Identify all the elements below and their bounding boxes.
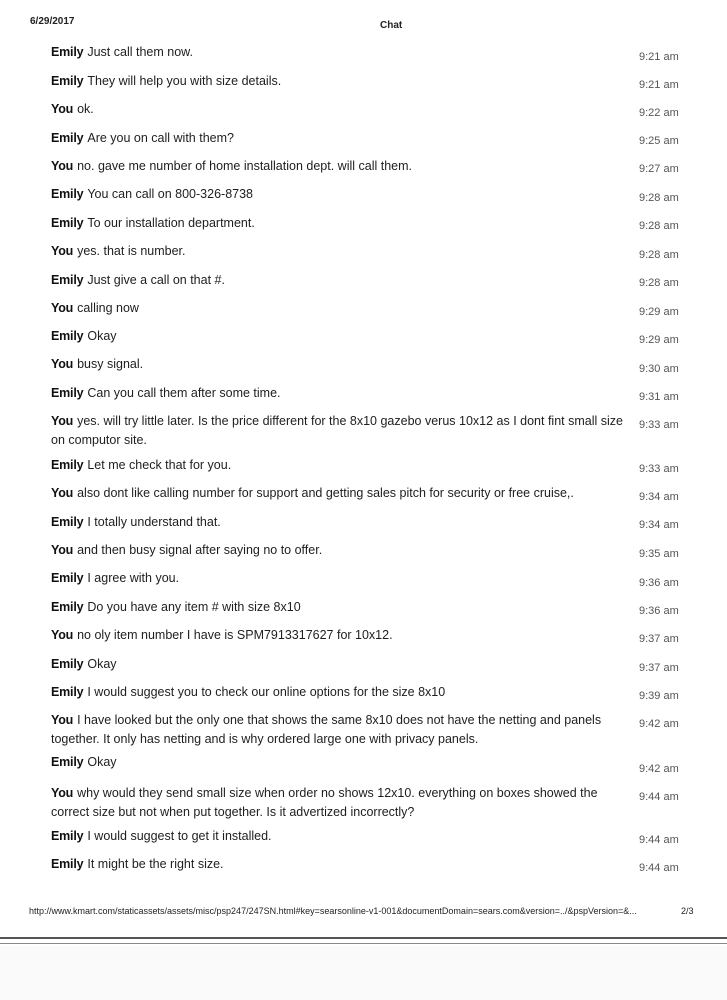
message-sender: Emily xyxy=(51,458,84,472)
message-sender: You xyxy=(51,713,74,727)
message-time: 9:36 am xyxy=(639,605,679,617)
message-text: Can you call them after some time. xyxy=(87,386,281,400)
message-text: Are you on call with them? xyxy=(87,131,234,145)
source-url: http://www.kmart.com/staticassets/assets/misc/psp247/247SN.html#key=searsonline-v1-001&documentDomain=sears.com&version=../&pspVersion=&... xyxy=(29,906,637,916)
message-time: 9:28 am xyxy=(639,192,679,204)
message-text: I agree with you. xyxy=(87,571,180,585)
page-footer xyxy=(0,906,727,922)
message-text: and then busy signal after saying no to offer. xyxy=(77,543,323,557)
message-time: 9:44 am xyxy=(639,834,679,846)
message-time: 9:42 am xyxy=(639,718,679,730)
message-time: 9:44 am xyxy=(639,791,679,803)
message-sender: Emily xyxy=(51,755,84,769)
message-text: Okay xyxy=(87,755,117,769)
message-time: 9:28 am xyxy=(639,249,679,261)
page-number: 2/3 xyxy=(681,906,694,916)
message-sender: Emily xyxy=(51,273,84,287)
message-text: Okay xyxy=(87,329,117,343)
message-time: 9:30 am xyxy=(639,363,679,375)
message-sender: Emily xyxy=(51,829,84,843)
message-time: 9:29 am xyxy=(639,306,679,318)
message-text: I totally understand that. xyxy=(87,515,221,529)
message-time: 9:37 am xyxy=(639,633,679,645)
message-text: Just call them now. xyxy=(87,45,193,59)
message-time: 9:34 am xyxy=(639,519,679,531)
message-time: 9:29 am xyxy=(639,334,679,346)
message-text: yes. that is number. xyxy=(77,244,186,258)
message-sender: Emily xyxy=(51,216,84,230)
message-time: 9:35 am xyxy=(639,548,679,560)
message-time: 9:42 am xyxy=(639,763,679,775)
print-date: 6/29/2017 xyxy=(30,16,75,27)
message-text: They will help you with size details. xyxy=(87,74,282,88)
message-sender: Emily xyxy=(51,131,84,145)
message-time: 9:22 am xyxy=(639,107,679,119)
message-sender: Emily xyxy=(51,515,84,529)
message-sender: You xyxy=(51,414,74,428)
message-text: Just give a call on that #. xyxy=(87,273,225,287)
message-sender: You xyxy=(51,159,74,173)
message-time: 9:27 am xyxy=(639,163,679,175)
message-time: 9:28 am xyxy=(639,277,679,289)
message-sender: You xyxy=(51,244,74,258)
message-text: why would they send small size when order no shows 12x10. everything on boxes showed the correct size but not when put together. Is it advertized incorrectly? xyxy=(51,786,598,819)
message-sender: You xyxy=(51,301,74,315)
message-sender: Emily xyxy=(51,657,84,671)
message-text: To our installation department. xyxy=(87,216,255,230)
message-sender: Emily xyxy=(51,386,84,400)
message-time: 9:31 am xyxy=(639,391,679,403)
message-text: also dont like calling number for support and getting sales pitch for security or free cruise,. xyxy=(77,486,574,500)
message-sender: Emily xyxy=(51,74,84,88)
message-sender: You xyxy=(51,357,74,371)
message-sender: Emily xyxy=(51,45,84,59)
message-time: 9:37 am xyxy=(639,662,679,674)
message-text: yes. will try little later. Is the price different for the 8x10 gazebo verus 10x12 as I dont fint small size on computor site. xyxy=(51,414,623,447)
message-text: busy signal. xyxy=(77,357,144,371)
scan-margin xyxy=(0,946,727,1000)
message-sender: You xyxy=(51,486,74,500)
message-sender: You xyxy=(51,786,74,800)
page-title: Chat xyxy=(380,20,403,31)
message-sender: You xyxy=(51,543,74,557)
message-text: ok. xyxy=(77,102,94,116)
message-time: 9:21 am xyxy=(639,79,679,91)
message-text: no oly item number I have is SPM7913317627 for 10x12. xyxy=(77,628,393,642)
message-time: 9:28 am xyxy=(639,220,679,232)
message-text: calling now xyxy=(77,301,139,315)
message-text: It might be the right size. xyxy=(87,857,224,871)
message-text: Let me check that for you. xyxy=(87,458,232,472)
scan-edge-line xyxy=(0,937,727,939)
message-time: 9:36 am xyxy=(639,577,679,589)
message-sender: Emily xyxy=(51,571,84,585)
page-header xyxy=(0,16,727,34)
message-text: Do you have any item # with size 8x10 xyxy=(87,600,301,614)
message-text: I would suggest to get it installed. xyxy=(87,829,272,843)
message-time: 9:25 am xyxy=(639,135,679,147)
message-sender: You xyxy=(51,102,74,116)
message-sender: Emily xyxy=(51,329,84,343)
message-sender: Emily xyxy=(51,857,84,871)
message-sender: You xyxy=(51,628,74,642)
message-sender: Emily xyxy=(51,187,84,201)
message-time: 9:44 am xyxy=(639,862,679,874)
message-text: I have looked but the only one that shows the same 8x10 does not have the netting and panels together. It only has netting and is why ordered large one with privacy panels. xyxy=(51,713,602,746)
message-text: no. gave me number of home installation dept. will call them. xyxy=(77,159,412,173)
message-time: 9:21 am xyxy=(639,51,679,63)
message-time: 9:33 am xyxy=(639,419,679,431)
message-text: You can call on 800-326-8738 xyxy=(87,187,254,201)
message-sender: Emily xyxy=(51,685,84,699)
message-time: 9:34 am xyxy=(639,491,679,503)
message-time: 9:33 am xyxy=(639,463,679,475)
message-text: I would suggest you to check our online options for the size 8x10 xyxy=(87,685,446,699)
scan-edge-line xyxy=(0,943,727,944)
message-sender: Emily xyxy=(51,600,84,614)
message-text: Okay xyxy=(87,657,117,671)
message-time: 9:39 am xyxy=(639,690,679,702)
